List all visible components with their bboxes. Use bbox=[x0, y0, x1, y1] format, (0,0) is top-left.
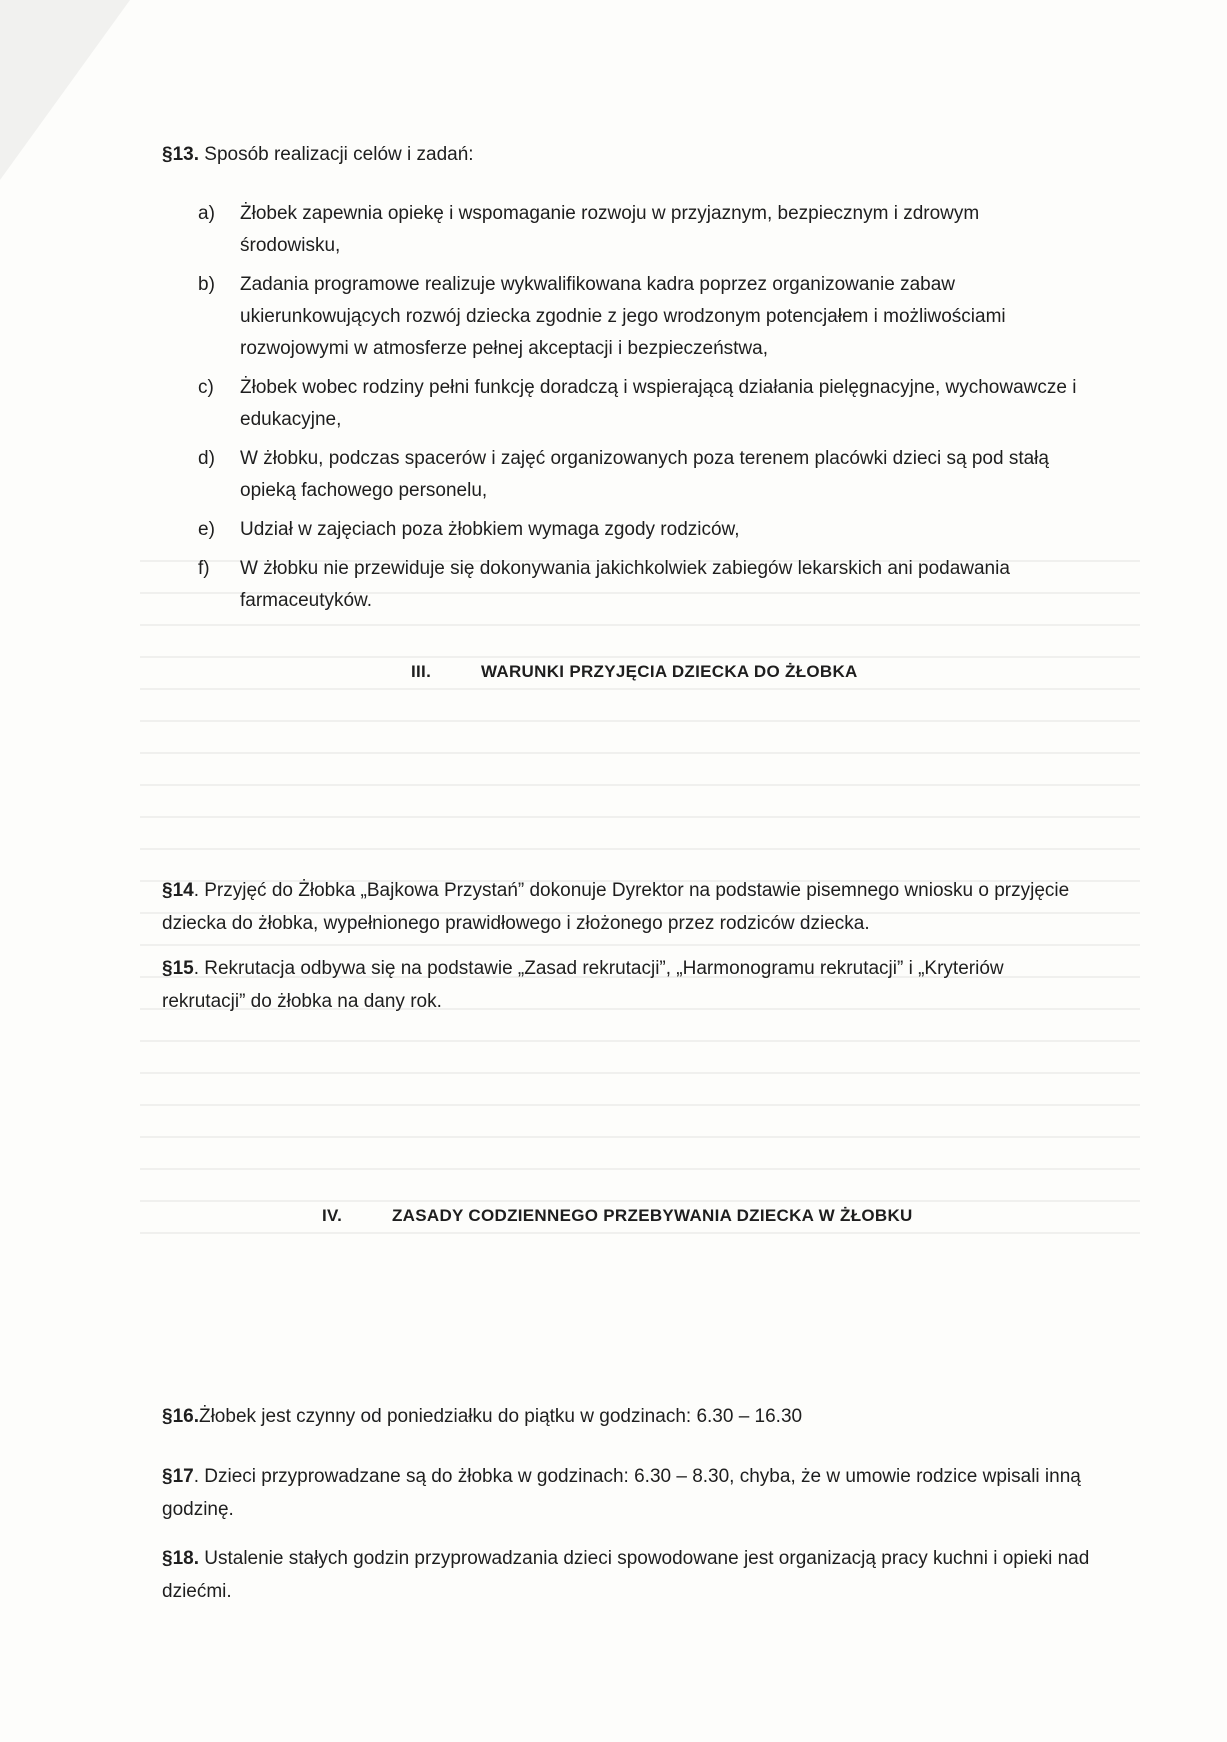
section-18-label: §18. bbox=[162, 1548, 199, 1569]
section-13-title-text: Sposób realizacji celów i zadań: bbox=[204, 144, 474, 165]
section-13-label: §13. bbox=[162, 144, 199, 165]
list-item bbox=[198, 372, 1078, 436]
list-marker: a) bbox=[198, 203, 215, 224]
list-item-text: W żłobku nie przewiduje się dokonywania jakichkolwiek zabiegów lekarskich ani podawania farmaceutyków. bbox=[240, 558, 1010, 611]
section-16-label: §16. bbox=[162, 1406, 199, 1427]
list-marker: d) bbox=[198, 448, 215, 469]
list-item-text: Udział w zajęciach poza żłobkiem wymaga zgody rodziców, bbox=[240, 519, 740, 540]
chapter-4-heading bbox=[322, 1206, 913, 1226]
section-18-text: Ustalenie stałych godzin przyprowadzania dzieci spowodowane jest organizacją pracy kuchni i opieki nad dziećmi. bbox=[162, 1548, 1090, 1602]
list-item-text: Żłobek wobec rodziny pełni funkcję doradczą i wspierającą działania pielęgnacyjne, wychowawcze i edukacyjne, bbox=[240, 377, 1077, 430]
section-15-label: §15 bbox=[162, 958, 194, 979]
list-marker: b) bbox=[198, 274, 215, 295]
list-item-text: Żłobek zapewnia opiekę i wspomaganie rozwoju w przyjaznym, bezpiecznym i zdrowym środowisku, bbox=[240, 203, 980, 256]
chapter-3-number: III. bbox=[411, 662, 432, 681]
section-16-text: Żłobek jest czynny od poniedziałku do piątku w godzinach: 6.30 – 16.30 bbox=[198, 1406, 803, 1427]
list-item bbox=[198, 443, 1078, 507]
chapter-4-title: ZASADY CODZIENNEGO PRZEBYWANIA DZIECKA W ŻŁOBKU bbox=[392, 1206, 913, 1225]
list-item-text: Zadania programowe realizuje wykwalifikowana kadra poprzez organizowanie zabaw ukierunkowujących rozwój dziecka zgodnie z jego wrodzonym potencjałem i możliwościami rozwojowymi w atmosferze pełnej akceptacji i bezpieczeństwa, bbox=[240, 274, 1006, 359]
chapter-3-heading bbox=[411, 662, 858, 682]
section-14-label: §14 bbox=[162, 880, 194, 901]
section-17 bbox=[162, 1460, 1092, 1526]
list-marker: e) bbox=[198, 519, 215, 540]
section-14-text: . Przyjęć do Żłobka „Bajkowa Przystań” dokonuje Dyrektor na podstawie pisemnego wniosku o przyjęcie dziecka do żłobka, wypełnionego prawidłowego i złożonego przez rodziców dziecka. bbox=[162, 880, 1070, 934]
list-item bbox=[198, 198, 1078, 262]
section-17-text: . Dzieci przyprowadzane są do żłobka w godzinach: 6.30 – 8.30, chyba, że w umowie rodzice wpisali inną godzinę. bbox=[162, 1466, 1081, 1520]
chapter-3-title: WARUNKI PRZYJĘCIA DZIECKA DO ŻŁOBKA bbox=[481, 662, 858, 681]
section-16 bbox=[162, 1400, 1092, 1433]
section-15 bbox=[162, 952, 1092, 1018]
section-14 bbox=[162, 874, 1092, 940]
section-15-text: . Rekrutacja odbywa się na podstawie „Zasad rekrutacji”, „Harmonogramu rekrutacji” i „Kryteriów rekrutacji” do żłobka na dany rok. bbox=[162, 958, 1004, 1012]
folded-corner bbox=[0, 0, 130, 180]
section-18 bbox=[162, 1542, 1092, 1608]
list-item-text: W żłobku, podczas spacerów i zajęć organizowanych poza terenem placówki dzieci są pod stałą opieką fachowego personelu, bbox=[240, 448, 1049, 501]
chapter-4-number: IV. bbox=[322, 1206, 343, 1225]
list-item bbox=[198, 514, 1078, 546]
list-item bbox=[198, 269, 1078, 365]
list-item bbox=[198, 553, 1078, 617]
section-13-list bbox=[198, 198, 1078, 624]
list-marker: c) bbox=[198, 377, 214, 398]
list-marker: f) bbox=[198, 558, 210, 579]
section-13-title bbox=[162, 138, 1092, 171]
section-17-label: §17 bbox=[162, 1466, 194, 1487]
